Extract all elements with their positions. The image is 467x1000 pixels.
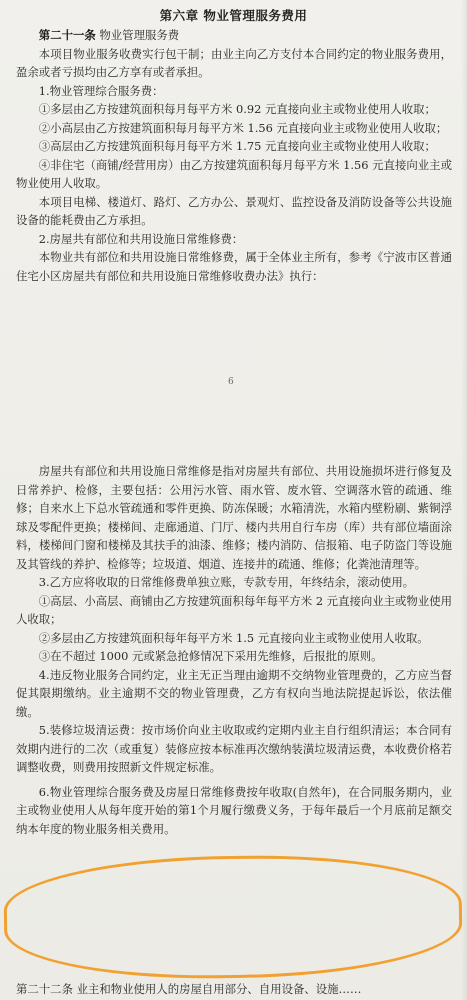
paragraph: ③高层由乙方按建筑面积每月每平方米 1.75 元直接向业主或物业使用人收取；	[38, 139, 436, 153]
chapter-title: 第六章 物业管理服务费用	[159, 8, 308, 23]
paragraph: ③在不超过 1000 元或紧急抢修情况下采用先维修，后报批的原则。	[38, 649, 383, 663]
paragraph: ①高层、小高层、商铺由乙方按建筑面积每年每平方米 2 元直接向业主或物业使用人收取；	[16, 593, 452, 626]
highlighted-paragraph: 6.物业管理综合服务费及房屋日常维修费按年收取(自然年)，在合同服务期内，业主或物业使用人从每年度开始的第1个月履行缴费义务，于每年最后一个月底前足额交纳本年度的物业服务相关费用。	[16, 784, 452, 836]
paragraph: ④非住宅（商铺/经营用房）由乙方按建筑面积每月每平方米 1.56 元直接向业主或物业使用人收取。	[16, 157, 452, 190]
paragraph: ②小高层由乙方按建筑面积每月每平方米 1.56 元直接向业主或物业使用人收取；	[38, 120, 448, 135]
paragraph: 1.物业管理综合服务费：	[38, 83, 164, 98]
article-21-bottom-block	[16, 462, 452, 838]
paragraph: 4.违反物业服务合同约定，业主无正当理由逾期不交纳物业管理费的，乙方应当督促其限期缴纳。业主逾期不交的物业管理费，乙方有权向当地法院提起诉讼，依法催缴。	[16, 667, 452, 719]
page-edge-shadow	[461, 0, 467, 1000]
article-number: 第二十一条	[38, 28, 96, 42]
paragraph: 本项目电梯、楼道灯、路灯、乙方办公、景观灯、监控设备及消防设备等公共设施设备的能耗费由乙方承担。	[16, 194, 452, 227]
paragraph: 房屋共有部位和共用设施日常维修是指对房屋共有部位、共用设施损坏进行修复及日常养护、检修，主要包括：公用污水管、雨水管、废水管、空调落水管的疏通、维修；自来水上下总水管疏通和零件更换、防冻保暖；水箱清洗，水箱内壁粉刷、紫铜浮球及零配件更换；楼梯间、走廊通道、门厅、楼内共用自行车房（库）共有部位墙面涂料，楼梯间门窗和楼梯及其扶手的油漆、维修；楼内消防、信报箱、电子防盗门等设施及其管线的养护、检修等；垃圾道、烟道、连接井的疏通、维修；化粪池清理等。	[16, 464, 452, 571]
paragraph: 3.乙方应将收取的日常维修费单独立账，专款专用，年终结余，滚动使用。	[38, 575, 415, 589]
paragraph: ②多层由乙方按建筑面积每年每平方米 1.5 元直接向业主或物业使用人收取。	[38, 630, 429, 645]
article-22-partial: 第二十二条 业主和物业使用人的房屋自用部分、自用设备、设施……	[16, 982, 362, 996]
paragraph: 本项目物业服务收费实行包干制；由业主向乙方支付本合同约定的物业服务费用，盈余或者亏损均由乙方享有或者承担。	[16, 46, 452, 79]
paragraph: ①多层由乙方按建筑面积每月每平方米 0.92 元直接向业主或物业使用人收取；	[38, 102, 436, 116]
article-21-heading	[16, 26, 452, 45]
page-number-mark: 6	[228, 377, 234, 387]
paragraph: 本物业共有部位和共用设施日常维修费，属于全体业主所有，参考《宁波市区普通住宅小区房屋共有部位和共用设施日常维修收费办法》执行：	[16, 250, 452, 283]
paragraph: 5.装修垃圾清运费：按市场价向业主收取或约定期内业主自行组织清运；本合同有效期内进行的二次（或重复）装修应按本标准再次缴纳装潢垃圾清运费，本收费价格若调整收费，则费用按照新文件规定标准。	[16, 723, 452, 774]
article-21-top-block	[16, 26, 452, 285]
hand-drawn-highlight-oval	[3, 852, 463, 982]
article-name: 物业管理服务费	[99, 28, 180, 42]
paragraph: 2.房屋共有部位和共用设施日常维修费：	[38, 231, 244, 246]
